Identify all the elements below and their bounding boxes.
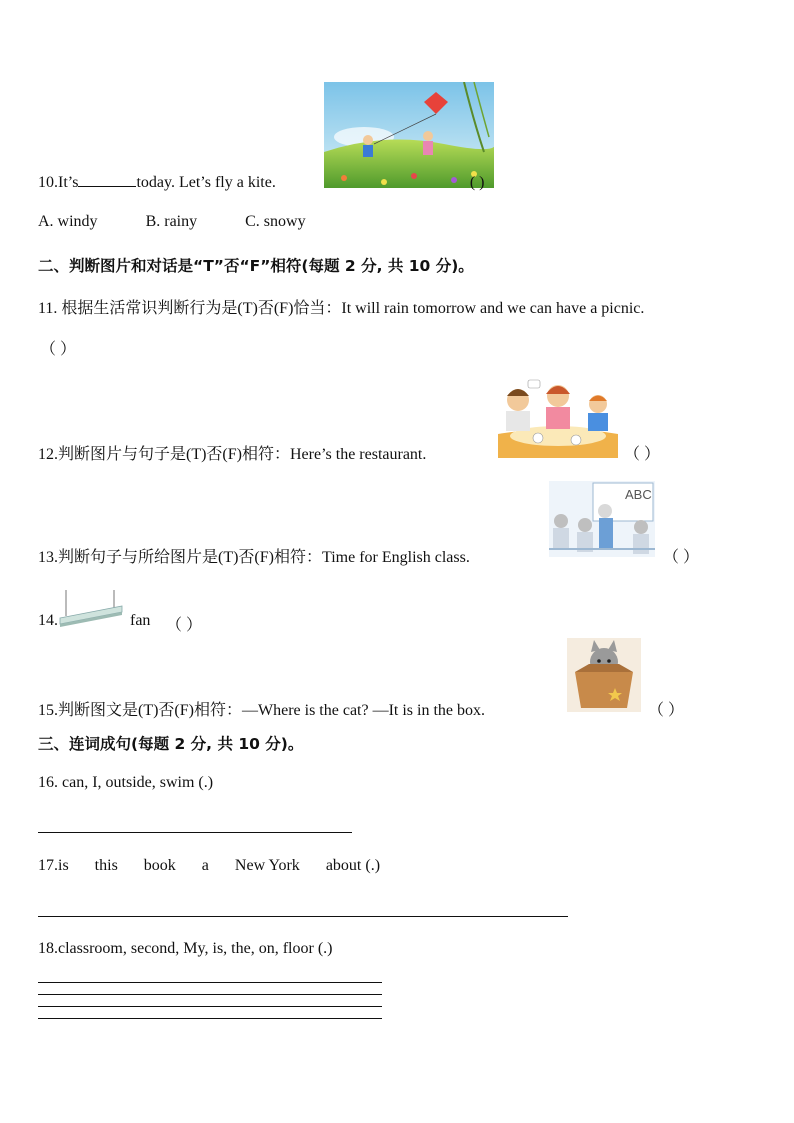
question-16: 16. can, I, outside, swim (.)	[38, 774, 214, 791]
answer-blank[interactable]	[78, 172, 136, 187]
lamp-picture	[58, 588, 124, 628]
q14-number: 14.	[38, 612, 58, 629]
option-b[interactable]: B. rainy	[145, 213, 198, 230]
q17-number: 17.	[38, 857, 58, 874]
q17-word: about (.)	[325, 857, 381, 874]
question-18: 18.classroom, second, My, is, the, on, floor (.)	[38, 940, 333, 957]
q10-prefix: 10.It’s	[38, 174, 79, 191]
q12-text: 12.判断图片与句子是(T)否(F)相符：Here’s the restaurant.	[38, 446, 427, 463]
option-a[interactable]: A. windy	[38, 213, 98, 230]
q17-word: this	[94, 857, 118, 874]
q13-answer-paren[interactable]: （ ）	[663, 549, 700, 566]
q18-answer-line[interactable]	[38, 982, 382, 983]
question-17	[38, 857, 406, 875]
classroom-picture	[549, 481, 655, 557]
q17-word: New York	[234, 857, 300, 874]
q14-answer-paren[interactable]: （ ）	[166, 617, 203, 634]
option-c[interactable]: C. snowy	[245, 213, 306, 230]
q11-answer-paren[interactable]: （ ）	[40, 341, 77, 358]
question-10	[38, 172, 484, 192]
q17-answer-line[interactable]	[38, 916, 568, 917]
q18-answer-line[interactable]	[38, 1006, 382, 1007]
q10-options	[38, 213, 350, 231]
q18-answer-line[interactable]	[38, 1018, 382, 1019]
q12-answer-paren[interactable]: （ ）	[624, 446, 661, 463]
q17-word: is	[58, 857, 69, 874]
q14-word: fan	[130, 612, 151, 629]
answer-paren[interactable]: ( )	[469, 174, 485, 191]
q18-answer-line[interactable]	[38, 994, 382, 995]
question-13: 13.判断句子与所给图片是(T)否(F)相符：Time for English class.	[38, 549, 470, 566]
question-11: 11. 根据生活常识判断行为是(T)否(F)恰当：It will rain tomorrow and we can have a picnic.	[38, 300, 645, 317]
question-15: 15.判断图文是(T)否(F)相符：—Where is the cat? —It is in the box.	[38, 702, 486, 719]
board-text: ABC	[625, 487, 652, 502]
q10-suffix: today. Let’s fly a kite.	[136, 174, 276, 191]
q16-answer-line[interactable]	[38, 832, 352, 833]
section-2-title: 二、判断图片和对话是“T”否“F”相符(每题 2 分, 共 10 分)。	[38, 257, 474, 275]
q17-word: book	[143, 857, 176, 874]
q15-answer-paren[interactable]: （ ）	[648, 702, 685, 719]
restaurant-picture	[498, 378, 618, 458]
cat-in-box-picture	[567, 638, 641, 712]
question-12	[38, 441, 426, 464]
q17-word: a	[201, 857, 209, 874]
section-3-title: 三、连词成句(每题 2 分, 共 10 分)。	[38, 735, 304, 753]
